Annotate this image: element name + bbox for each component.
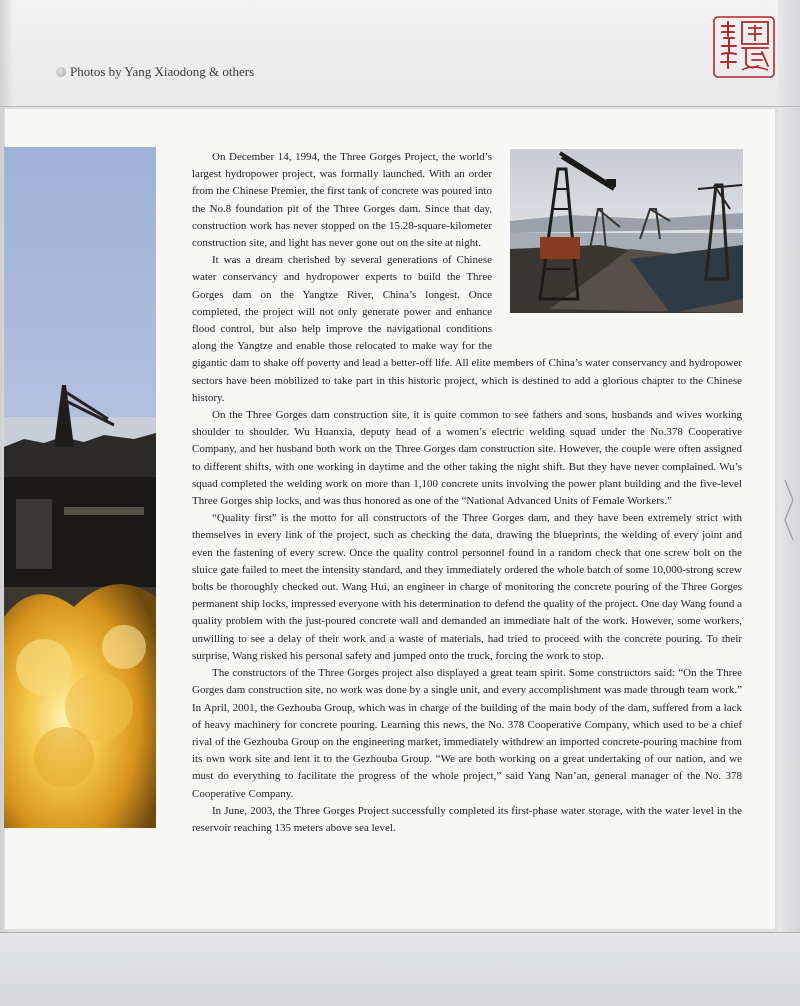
- paragraph: In June, 2003, the Three Gorges Project successfully completed its first-phase water storage, with the water level in the reservoir reaching 135 meters above sea level.: [192, 804, 742, 834]
- page-edge-mark: [779, 470, 800, 570]
- bullet-icon: [56, 67, 66, 77]
- seal-logo: [712, 14, 776, 80]
- top-margin: [0, 0, 800, 106]
- paragraph: The constructors of the Three Gorges project also displayed a great team spirit. Some constructors said: “On the Three Gorges dam construction site, no work was done by a single unit, and every accomplishment was made through team work.” In April, 2001, the Gezhouba Group, which was in charge of the building of the main body of the dam, suffered from a lack of heavy machinery for concrete pouring. Learning this news, the No. 378 Cooperative Company, which used to be a chief rival of the Gezhouba Group on the engineering market, immediately withdrew an imported concrete-pouring machine from its own work site and lent it to the Gezhouba Group. “We are both working on a great undertaking of our nation, and we must do everything to facilitate the progress of the whole project,” said Yang Nan’an, general manager of the No. 378 Cooperative Company.: [192, 667, 742, 800]
- photo-credit: [56, 64, 254, 80]
- paragraph: On the Three Gorges dam construction site, it is quite common to see fathers and sons, husbands and wives working shoulder to shoulder. Wu Huanxia, deputy head of a women’s electric welding squad under the No.378 Cooperative Company, and her husband both work on the Three Gorges dam construction site. However, the couple were often assigned to different shifts, with one working in daytime and the other taking the night shift. But they have never complained. Wu’s squad completed the welding work on more than 1,100 concrete units involving the power plant building and the five-level Three Gorges ship locks, and was thus honored as one of the “National Advanced Units of Female Workers.”: [192, 409, 742, 508]
- header-rule: [0, 106, 800, 107]
- article-body: [192, 149, 742, 837]
- paragraph: It was a dream cherished by several generations of Chinese water conservancy and hydropower experts to build the Three Gorges dam on the Yangtze River, China’s longest. Once completed, the project will not only generate power and enhance flood control, but also help improve the navigational conditions along the Yangtze and enable those relocated to make way for the gigantic dam to shake off poverty and lead a better-off life. All elite members of China’s water conservancy and hydropower sectors have been mobilized to take part in this historic project, which is destined to add a glorious chapter to the Chinese history.: [192, 254, 742, 404]
- photo-spacer: [502, 149, 742, 339]
- paragraph: On December 14, 1994, the Three Gorges Project, the world’s largest hydropower project, was formally launched. With an order from the Chinese Premier, the first tank of concrete was poured into the No.8 foundation pit of the Three Gorges dam. Since that day, construction work has never stopped on the 15.28-square-kilometer construction site, and light has never gone out on the site at night.: [192, 151, 492, 250]
- paragraph: “Quality first” is the motto for all constructors of the Three Gorges dam, and they have been extremely strict with themselves in every link of the project, such as checking the data, drawing the blueprints, the welding of every joint and even the fastening of every screw. Once the quality control personnel found in a random check that one screw bolt on the sluice gate failed to meet the intensity standard, and they immediately ordered the whole batch of some 10,000-strong screw bolts be thoroughly checked out. Wang Hui, an engineer in charge of monitoring the concrete pouring of the Three Gorges permanent ship locks, impressed everyone with his determination to defend the quality of the project. One day Wang found a quality problem with the just-poured concrete wall and demanded an immediate halt of the work. However, some workers, unwilling to see a delay of their work and a waste of materials, had tried to proceed with the concrete pouring. To their surprise, Wang risked his personal safety and jumped onto the truck, forcing the work to stop.: [192, 512, 742, 662]
- dam-construction-photo: [4, 147, 156, 828]
- bottom-margin: [0, 933, 800, 1006]
- photo-credit-text: Photos by Yang Xiaodong & others: [70, 64, 255, 79]
